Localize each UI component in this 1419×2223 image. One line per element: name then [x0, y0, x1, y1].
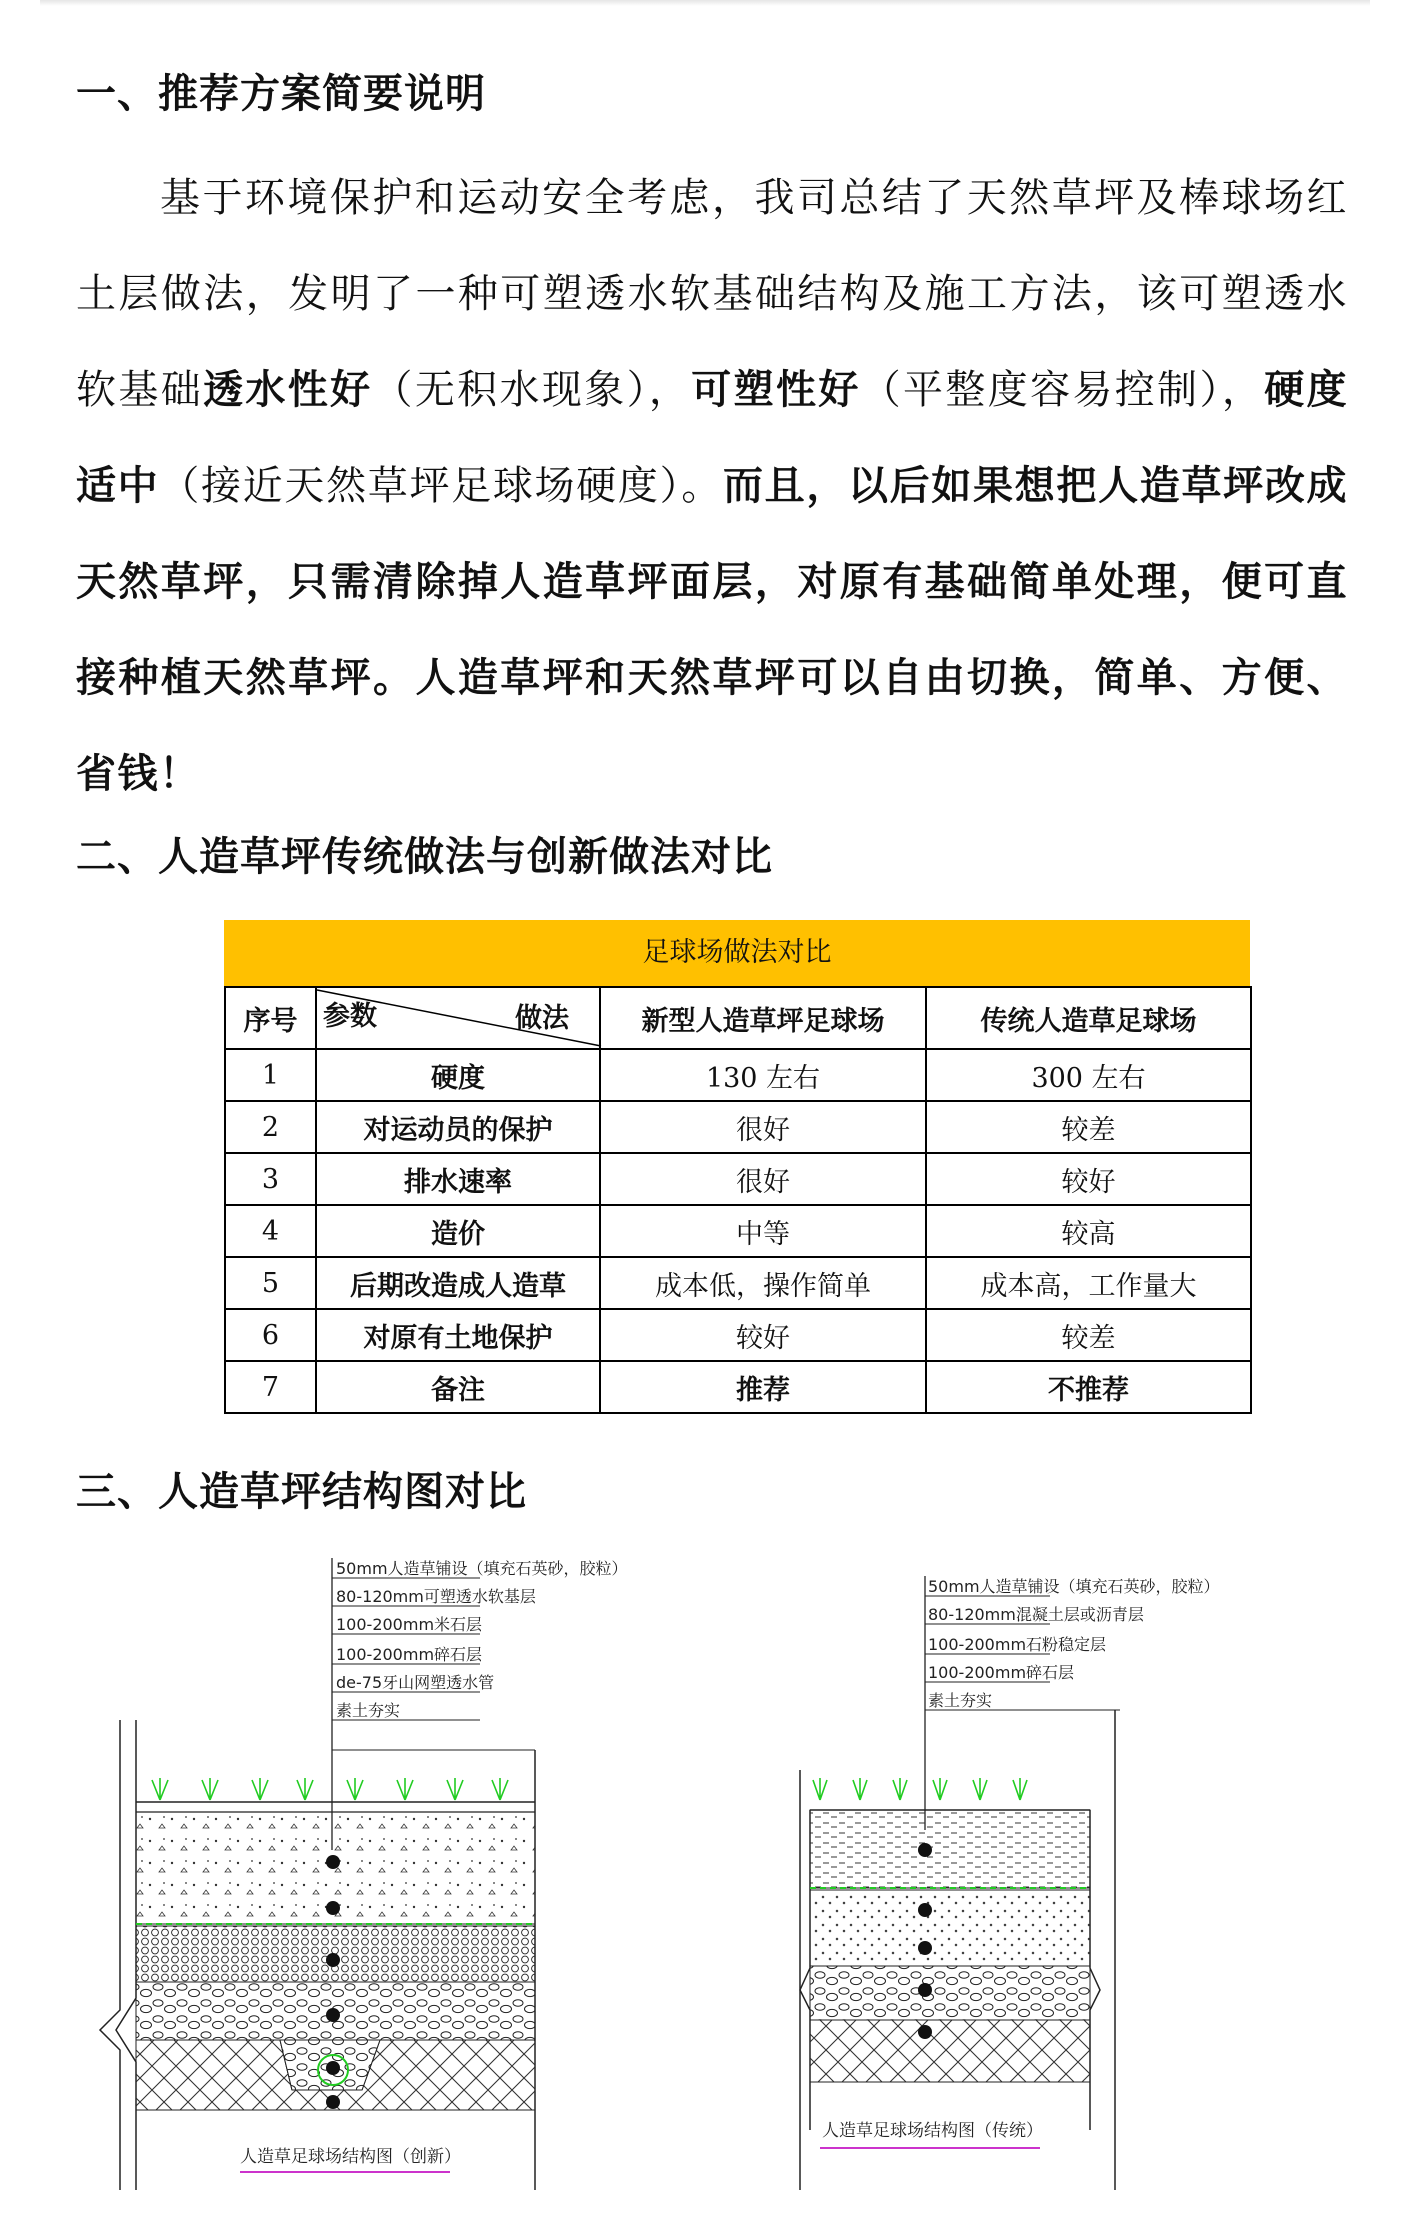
grass-icon	[813, 1778, 1027, 1800]
table-row	[225, 1361, 1251, 1413]
fig-old-label-2: 100-200mm石粉稳定层	[928, 1635, 1107, 1654]
para-text-e: （平整度容易控制），	[860, 367, 1265, 413]
header-method: 做法	[515, 1003, 569, 1034]
cell-no: 4	[225, 1205, 316, 1257]
comparison-table	[224, 920, 1250, 1414]
cell-no: 3	[225, 1153, 316, 1205]
cell-old: 较高	[926, 1205, 1251, 1257]
cell-old: 不推荐	[926, 1361, 1251, 1413]
cell-old: 较差	[926, 1101, 1251, 1153]
para-text-g: （接近天然草坪足球场硬度）。	[159, 463, 723, 509]
fig-new-label-1: 80-120mm可塑透水软基层	[336, 1587, 536, 1606]
header-diagonal	[316, 987, 600, 1049]
cell-no: 6	[225, 1309, 316, 1361]
structure-figure-old	[790, 1570, 1220, 2190]
fig-old-label-3: 100-200mm碎石层	[928, 1663, 1075, 1682]
para-bold-h: 而且，以后如果想把人造草坪改成天然草坪，只需清除掉人造草坪面层，对原有基础简单处理，便可直接种植天然草坪。人造草坪和天然草坪可以自由切换，简单、方便、省钱！	[76, 463, 1349, 797]
cell-new: 中等	[600, 1205, 926, 1257]
fig-new-label-5: 素土夯实	[336, 1701, 401, 1720]
section2-heading: 二、人造草坪传统做法与创新做法对比	[76, 834, 773, 880]
fig-new-label-0: 50mm人造草铺设（填充石英砂，胶粒）	[336, 1559, 628, 1578]
cell-no: 7	[225, 1361, 316, 1413]
cell-param: 对运动员的保护	[316, 1101, 600, 1153]
cell-old: 成本高，工作量大	[926, 1257, 1251, 1309]
section1-heading: 一、推荐方案简要说明	[76, 71, 486, 117]
cell-old: 300 左右	[926, 1049, 1251, 1101]
para-text-a: 基于环境保护和运动安全考虑，我司总结了天然草坪及棒球场红土层做法，发明了一种可塑透水软基础结构及施工方法，该可塑透水软基础	[76, 175, 1348, 413]
section1-paragraph	[76, 150, 1348, 822]
header-param: 参数	[323, 1001, 377, 1032]
table-row	[225, 1153, 1251, 1205]
fig-old-label-4: 素土夯实	[928, 1691, 993, 1710]
cell-param: 后期改造成人造草	[316, 1257, 600, 1309]
fig-new-label-3: 100-200mm碎石层	[336, 1645, 483, 1664]
fig-new-label-2: 100-200mm米石层	[336, 1615, 483, 1634]
cell-no: 5	[225, 1257, 316, 1309]
structure-diagram-new	[80, 1550, 628, 2190]
header-col-new: 新型人造草坪足球场	[600, 987, 926, 1049]
cell-no: 2	[225, 1101, 316, 1153]
table-title: 足球场做法对比	[224, 920, 1250, 986]
cell-new: 推荐	[600, 1361, 926, 1413]
cell-new: 成本低，操作简单	[600, 1257, 926, 1309]
cell-no: 1	[225, 1049, 316, 1101]
para-bold-b: 透水性好	[203, 367, 373, 413]
cell-new: 很好	[600, 1101, 926, 1153]
structure-figure-new	[80, 1550, 628, 2190]
cell-param: 备注	[316, 1361, 600, 1413]
cell-param: 硬度	[316, 1049, 600, 1101]
cell-new: 很好	[600, 1153, 926, 1205]
table-row	[225, 1049, 1251, 1101]
fig-old-label-0: 50mm人造草铺设（填充石英砂，胶粒）	[928, 1577, 1220, 1596]
fig-old-label-1: 80-120mm混凝土层或沥青层	[928, 1605, 1144, 1624]
para-text-c: （无积水现象），	[372, 367, 692, 413]
cell-param: 排水速率	[316, 1153, 600, 1205]
header-no: 序号	[225, 987, 316, 1049]
grass-icon	[152, 1778, 508, 1800]
para-bold-d: 可塑性好	[691, 367, 861, 413]
table-row	[225, 1205, 1251, 1257]
cell-param: 对原有土地保护	[316, 1309, 600, 1361]
table-row	[225, 1309, 1251, 1361]
fig-new-label-4: de-75牙山网塑透水管	[336, 1673, 495, 1692]
top-border	[40, 0, 1370, 6]
header-col-old: 传统人造草足球场	[926, 987, 1251, 1049]
para-bold-f: 硬度适中	[76, 367, 1349, 509]
table-row	[225, 1101, 1251, 1153]
fig-old-caption: 人造草足球场结构图（传统）	[822, 2121, 1043, 2141]
cell-new: 130 左右	[600, 1049, 926, 1101]
cell-old: 较差	[926, 1309, 1251, 1361]
table-header-row	[225, 987, 1251, 1049]
cell-old: 较好	[926, 1153, 1251, 1205]
section3-heading: 三、人造草坪结构图对比	[76, 1469, 527, 1515]
table-row	[225, 1257, 1251, 1309]
fig-new-caption: 人造草足球场结构图（创新）	[240, 2147, 461, 2167]
cell-param: 造价	[316, 1205, 600, 1257]
structure-diagram-old	[790, 1570, 1220, 2190]
cell-new: 较好	[600, 1309, 926, 1361]
